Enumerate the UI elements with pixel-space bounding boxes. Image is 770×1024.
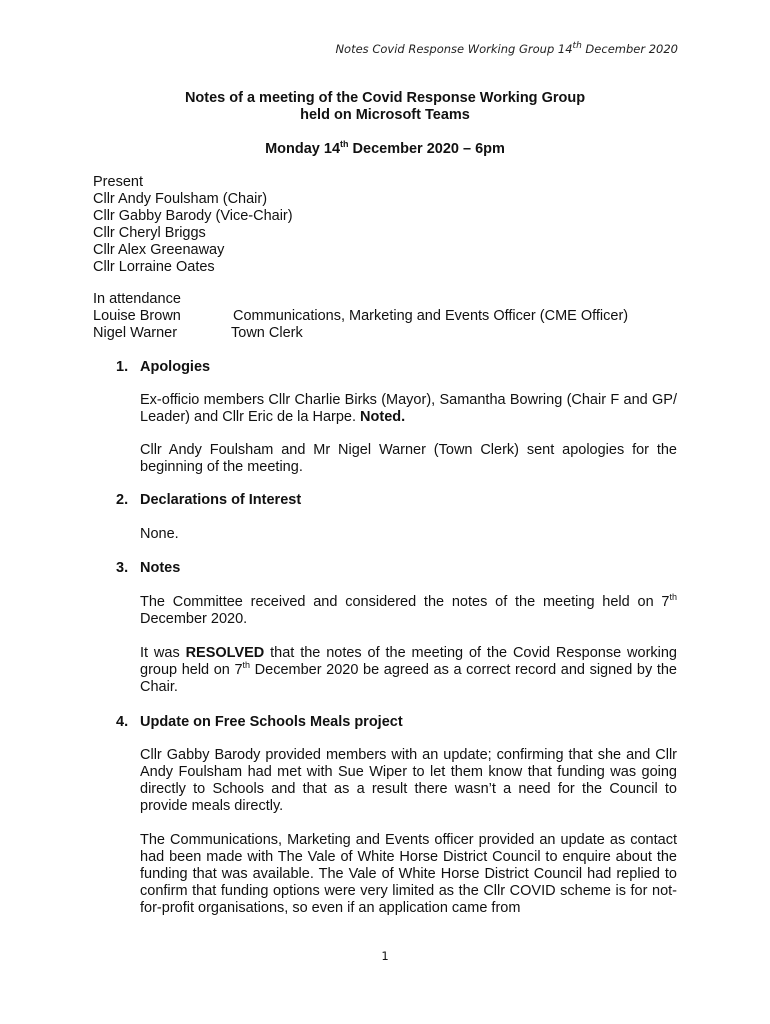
section-number: 3. bbox=[116, 560, 129, 576]
present-member: Cllr Alex Greenaway bbox=[93, 242, 225, 258]
apologies-paragraph: Ex-officio members Cllr Charlie Birks (Mayor), Samantha Bowring (Chair F and GP/ Leader) and Cllr Eric de la Harpe. Noted. bbox=[140, 392, 677, 425]
section-number: 1. bbox=[116, 359, 129, 375]
resolution-paragraph: It was RESOLVED that the notes of the meeting of the Covid Response working group held on 7th December 2020 be agreed as a correct record and signed by the Chair. bbox=[140, 645, 677, 695]
attendee-role: Town Clerk bbox=[231, 325, 303, 341]
section-number: 4. bbox=[116, 714, 129, 730]
section-title: Apologies bbox=[140, 359, 211, 375]
apologies-paragraph: Cllr Andy Foulsham and Mr Nigel Warner (Town Clerk) sent apologies for the beginning of the meeting. bbox=[140, 442, 677, 475]
present-member: Cllr Andy Foulsham (Chair) bbox=[93, 191, 268, 207]
running-header: Notes Covid Response Working Group 14th December 2020 bbox=[335, 41, 678, 56]
attendance-heading: In attendance bbox=[93, 291, 181, 307]
section-title: Notes bbox=[140, 560, 181, 576]
declarations-paragraph: None. bbox=[140, 526, 179, 542]
attendee-name: Nigel Warner bbox=[93, 325, 178, 341]
doc-title-line-1: Notes of a meeting of the Covid Response Working Group bbox=[184, 90, 586, 106]
meeting-date: Monday 14th December 2020 – 6pm bbox=[265, 139, 505, 157]
present-member: Cllr Gabby Barody (Vice-Chair) bbox=[93, 208, 293, 224]
notes-paragraph: The Committee received and considered the notes of the meeting held on 7th December 2020. bbox=[140, 592, 677, 627]
section-title: Declarations of Interest bbox=[140, 492, 302, 508]
cme-update-paragraph: The Communications, Marketing and Events officer provided an update as contact had been made with The Vale of White Horse District Council to enquire about the funding that was available. The Vale of White Horse District Council had replied to confirm that funding options were very limited as the Cllr COVID scheme is for not-for-profit organisations, so even if an application came from bbox=[140, 832, 677, 916]
section-number: 2. bbox=[116, 492, 129, 508]
page-number: 1 bbox=[381, 949, 389, 963]
present-heading: Present bbox=[93, 174, 143, 190]
free-meals-update-paragraph: Cllr Gabby Barody provided members with an update; confirming that she and Cllr Andy Foulsham had met with Sue Wiper to let them know that funding was going directly to Schools and that as a result there wasn’t a need for the Council to provide meals directly. bbox=[140, 747, 677, 814]
attendee-name: Louise Brown bbox=[93, 308, 181, 324]
attendee-role: Communications, Marketing and Events Officer (CME Officer) bbox=[233, 308, 629, 324]
doc-title-line-2: held on Microsoft Teams bbox=[300, 107, 470, 123]
present-member: Cllr Lorraine Oates bbox=[93, 259, 215, 275]
present-member: Cllr Cheryl Briggs bbox=[93, 225, 206, 241]
section-title: Update on Free Schools Meals project bbox=[140, 714, 403, 730]
